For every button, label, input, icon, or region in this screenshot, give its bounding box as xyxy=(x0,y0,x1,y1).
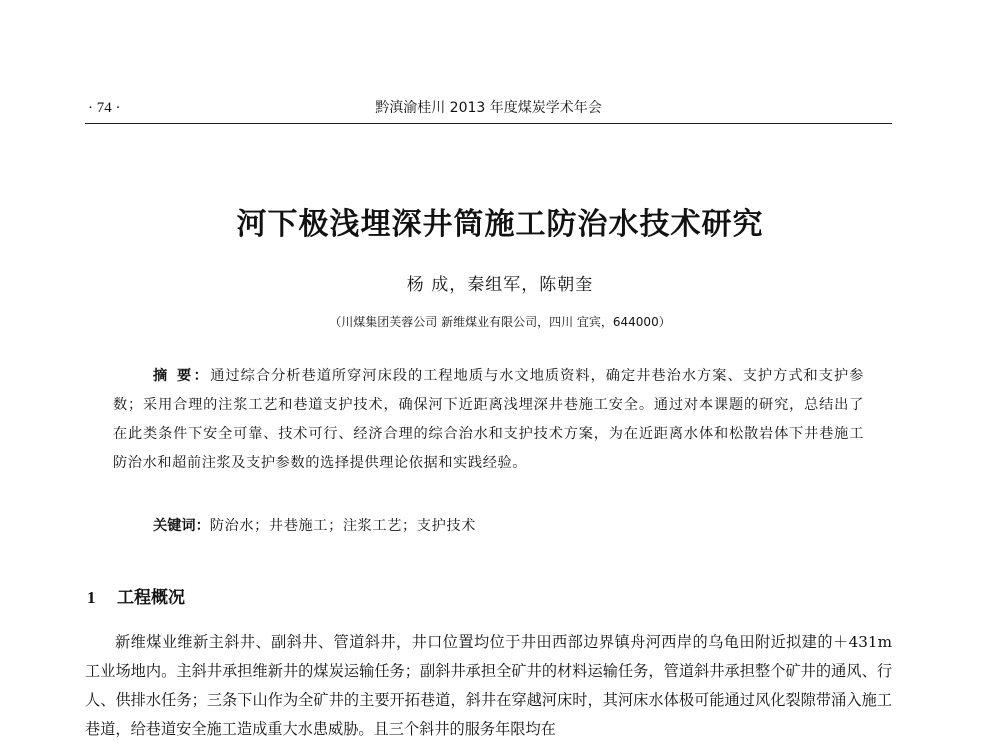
abstract xyxy=(113,362,864,478)
header-rule xyxy=(85,123,892,124)
section-title: 工程概况 xyxy=(117,588,185,608)
page-header xyxy=(85,98,892,122)
abstract-label: 摘 要： xyxy=(153,368,211,384)
keywords xyxy=(153,514,873,538)
keywords-text: 防治水；井巷施工；注浆工艺；支护技术 xyxy=(209,518,476,534)
paper-title: 河下极浅埋深井筒施工防治水技术研究 xyxy=(236,207,764,242)
section-heading xyxy=(87,586,185,610)
abstract-text: 通过综合分析巷道所穿河床段的工程地质与水文地质资料，确定井巷治水方案、支护方式和支护参数；采用合理的注浆工艺和巷道支护技术，确保河下近距离浅埋深井巷施工安全。通过对本课题的研究，总结出了在此类条件下安全可靠、技术可行、经济合理的综合治水和支护技术方案，为在近距离水体和松散岩体下井巷施工防治水和超前注浆及支护参数的选择提供理论依据和实践经验。 xyxy=(113,368,864,471)
section-number: 1 xyxy=(87,588,96,607)
keywords-label: 关键词： xyxy=(153,518,210,534)
authors: 杨 成，秦组军，陈朝奎 xyxy=(406,275,594,295)
page-number: · 74 · xyxy=(88,100,121,116)
affiliation: （川煤集团芙蓉公司 新维煤业有限公司，四川 宜宾，644000） xyxy=(329,315,671,329)
body-paragraph: 新维煤业维新主斜井、副斜井、管道斜井，井口位置均位于井田西部边界镇舟河西岸的乌龟田附近拟建的＋431m 工业场地内。主斜井承担维新井的煤炭运输任务；副斜井承担全矿井的材料运输任务，管道斜井承担整个矿井的通风、行人、供排水任务；三条下山作为全矿井的主要开拓巷道，斜井在穿越河床时，其河床水体极可能通过风化裂隙带涌入施工巷道，给巷道安全施工造成重大水患威胁。且三个斜井的服务年限均在 xyxy=(85,633,892,738)
running-title: 黔滇渝桂川 2013 年度煤炭学术年会 xyxy=(375,100,602,116)
